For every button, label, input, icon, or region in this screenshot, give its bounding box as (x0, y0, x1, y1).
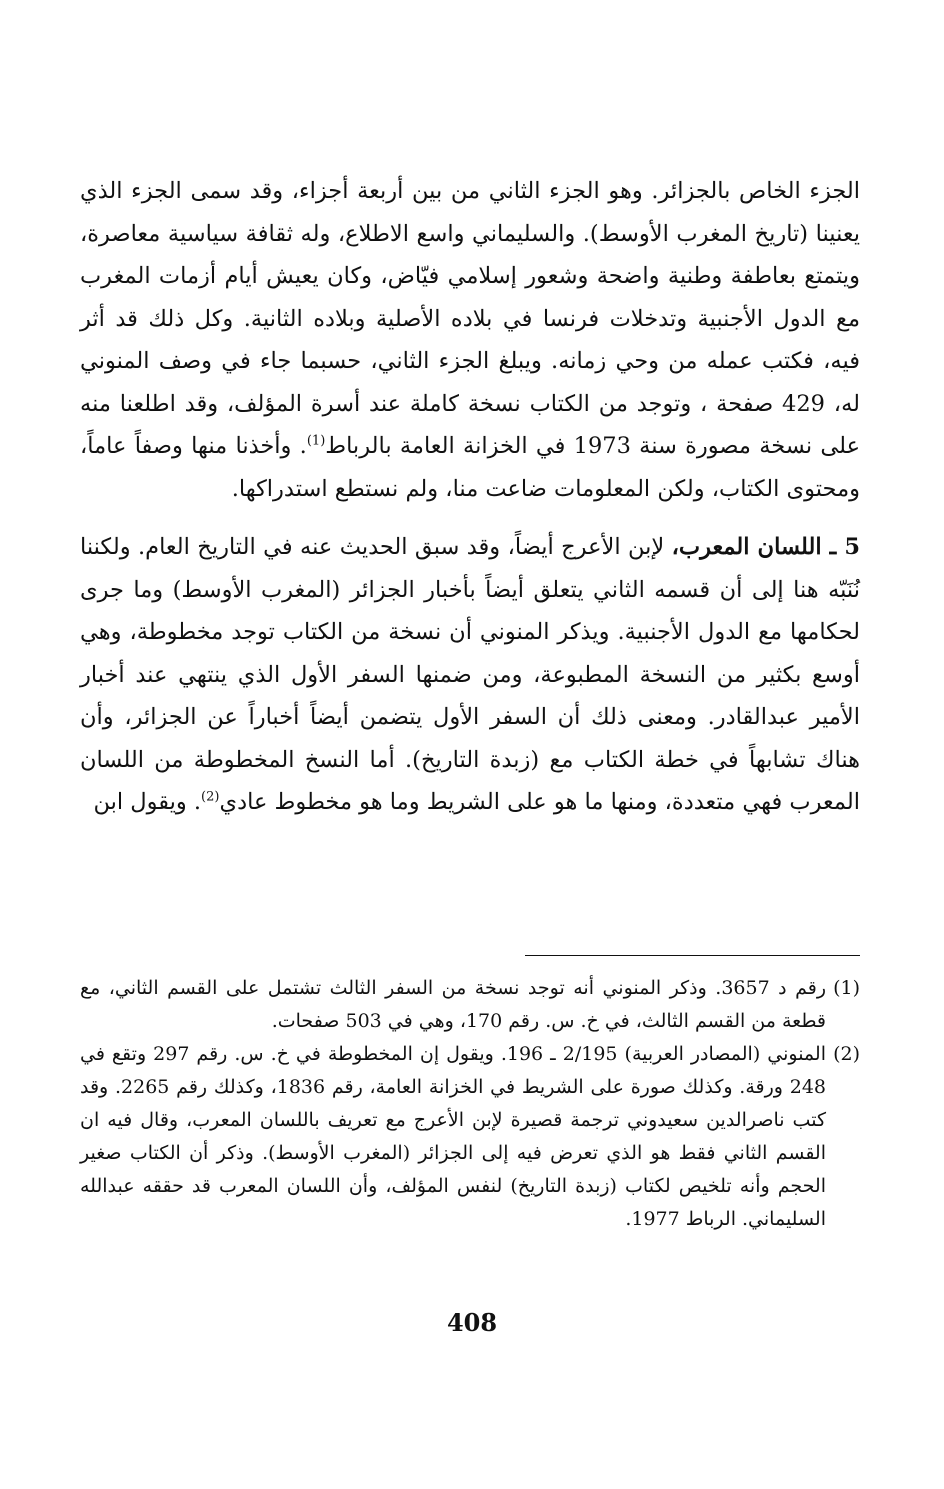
footnotes (80, 972, 860, 1236)
footnote-reference: (2) (201, 789, 220, 805)
paragraph-text: . وأخذنا منها وصفاً عاماً، ومحتوى الكتاب، ولكن المعلومات ضاعت منا، ولم نستطع استدراكها. (80, 433, 860, 502)
page-body (80, 170, 860, 824)
footnote-number: (1) (833, 977, 860, 999)
paragraph (80, 526, 860, 824)
footnote-divider (525, 955, 860, 956)
footnote (80, 1038, 860, 1236)
section-heading: 5 ـ اللسان المعرب، (671, 534, 860, 560)
footnote-text: المنوني (المصادر العربية) 2/195 ـ 196. ويقول إن المخطوطة في خ. س. رقم 297 وتقع في 248 ورقة. وكذلك صورة على الشريط في الخزانة العامة، رقم 1836، وكذلك رقم 2265. وقد كتب ناصرالدين سعيدوني ترجمة قصيرة لإبن الأعرج مع تعريف باللسان المعرب، وقال فيه ان القسم الثاني فقط هو الذي تعرض فيه إلى الجزائر (المغرب الأوسط). وذكر أن الكتاب صغير الحجم وأنه تلخيص لكتاب (زبدة التاريخ) لنفس المؤلف، وأن اللسان المعرب قد حققه عبدالله السليماني. الرباط 1977. (80, 1043, 827, 1230)
footnote-number: (2) (833, 1043, 860, 1065)
footnote (80, 972, 860, 1038)
paragraph-text: لإبن الأعرج أيضاً، وقد سبق الحديث عنه في التاريخ العام. ولكننا نُنَبّه هنا إلى أن قسمه الثاني يتعلق أيضاً بأخبار الجزائر (المغرب الأوسط) وما جرى لحكامها مع الدول الأجنبية. ويذكر المنوني أن نسخة من الكتاب توجد مخطوطة، وهي أوسع بكثير من النسخة المطبوعة، ومن ضمنها السفر الأول الذي ينتهي عند أخبار الأمير عبدالقادر. ومعنى ذلك أن السفر الأول يتضمن أيضاً أخباراً عن الجزائر، وأن هناك تشابهاً في خطة الكتاب مع (زبدة التاريخ). أما النسخ المخطوطة من اللسان المعرب فهي متعددة، ومنها ما هو على الشريط وما هو مخطوط عادي (80, 534, 860, 815)
footnote-text: رقم د 3657. وذكر المنوني أنه توجد نسخة من السفر الثالث تشتمل على القسم الثاني، مع قطعة من القسم الثالث، في خ. س. رقم 170، وهي في 503 صفحات. (80, 977, 826, 1032)
footnote-reference: (1) (306, 433, 326, 449)
page-number: 408 (446, 1308, 498, 1337)
paragraph-text: الجزء الخاص بالجزائر. وهو الجزء الثاني من بين أربعة أجزاء، وقد سمى الجزء الذي يعنينا (تاريخ المغرب الأوسط). والسليماني واسع الاطلاع، وله ثقافة سياسية معاصرة، ويتمتع بعاطفة وطنية واضحة وشعور إسلامي فيّاض، وكان يعيش أيام أزمات المغرب مع الدول الأجنبية وتدخلات فرنسا في بلاده الأصلية وبلاده الثانية. وكل ذلك قد أثر فيه، فكتب عمله من وحي زمانه. ويبلغ الجزء الثاني، حسبما جاء في وصف المنوني له، 429 صفحة ، وتوجد من الكتاب نسخة كاملة عند أسرة المؤلف، وقد اطلعنا منه على نسخة مصورة سنة 1973 في الخزانة العامة بالرباط (80, 178, 860, 459)
paragraph-text: . ويقول ابن (93, 789, 202, 815)
paragraph (80, 170, 860, 510)
